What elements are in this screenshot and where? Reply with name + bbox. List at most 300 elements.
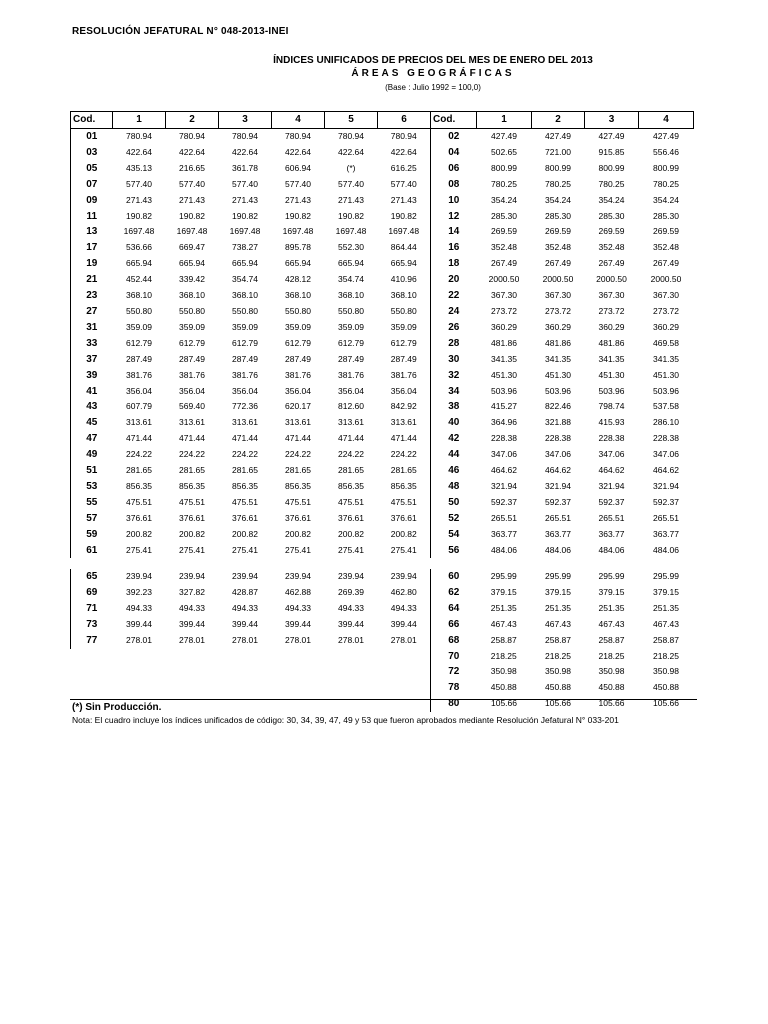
- code-cell: 70: [431, 649, 477, 665]
- index-cell: 350.98: [598, 666, 625, 677]
- index-cell: 105.66: [653, 698, 679, 709]
- index-cell: 354.74: [232, 274, 258, 285]
- index-cell: [272, 649, 325, 665]
- table-row: [71, 633, 694, 649]
- index-cell: [378, 680, 431, 696]
- index-cell: 494.33: [232, 602, 258, 613]
- index-cell: 379.15: [545, 586, 571, 597]
- code-cell: 31: [71, 320, 113, 336]
- table-row: [71, 145, 694, 161]
- index-cell: 481.86: [491, 337, 517, 348]
- index-cell: 665.94: [179, 258, 205, 269]
- index-table-bottom: [70, 569, 694, 712]
- index-cell: 275.41: [126, 544, 152, 555]
- index-cell: 800.99: [491, 162, 517, 173]
- table-row: [71, 320, 694, 336]
- index-cell: 665.94: [126, 258, 152, 269]
- index-cell: 271.43: [126, 194, 152, 205]
- index-cell: 812.60: [338, 401, 364, 412]
- index-cell: 239.94: [126, 571, 152, 581]
- index-cell: 359.09: [285, 321, 311, 332]
- index-cell: 503.96: [491, 385, 517, 396]
- index-cell: 2000.50: [596, 274, 627, 285]
- table-row: [71, 415, 694, 431]
- code-cell: 52: [431, 511, 477, 527]
- column-header: 5: [325, 112, 378, 129]
- index-cell: [113, 664, 166, 680]
- index-cell: 475.51: [179, 496, 205, 507]
- index-cell: 363.77: [598, 528, 625, 539]
- index-cell: 864.44: [390, 242, 417, 253]
- code-cell: 66: [431, 617, 477, 633]
- index-cell: 772.36: [232, 401, 258, 412]
- index-cell: 381.76: [390, 369, 417, 380]
- index-cell: 363.77: [653, 528, 679, 539]
- index-cell: 1697.48: [229, 226, 261, 237]
- index-cell: 228.38: [491, 433, 517, 444]
- index-cell: 475.51: [285, 496, 311, 507]
- code-cell: 26: [431, 320, 477, 336]
- index-cell: [219, 664, 272, 680]
- index-cell: 239.94: [338, 571, 364, 581]
- index-cell: 258.87: [598, 634, 625, 645]
- table-row: [71, 304, 694, 320]
- index-cell: 399.44: [338, 618, 364, 629]
- code-cell: 24: [431, 304, 477, 320]
- index-cell: 612.79: [285, 337, 311, 348]
- index-cell: 494.33: [126, 602, 152, 613]
- index-cell: 428.12: [285, 274, 311, 285]
- index-cell: 363.77: [491, 528, 517, 539]
- index-cell: 665.94: [232, 258, 258, 269]
- table-row: [71, 543, 694, 559]
- index-cell: 359.09: [338, 321, 364, 332]
- index-cell: 592.37: [491, 496, 517, 507]
- index-cell: 1697.48: [388, 226, 420, 237]
- index-cell: 1697.48: [176, 226, 208, 237]
- code-cell: 51: [71, 463, 113, 479]
- index-cell: 467.43: [490, 618, 517, 629]
- index-cell: 450.88: [653, 682, 679, 693]
- code-cell: 27: [71, 304, 113, 320]
- table-row: [71, 384, 694, 400]
- index-cell: 856.35: [338, 480, 364, 491]
- index-cell: 435.13: [126, 162, 152, 173]
- index-cell: 665.94: [338, 258, 364, 269]
- index-cell: 577.40: [285, 178, 311, 189]
- index-cell: 452.44: [126, 274, 152, 285]
- code-cell: 22: [431, 288, 477, 304]
- index-cell: [272, 664, 325, 680]
- index-cell: [113, 649, 166, 665]
- index-cell: 842.92: [390, 401, 417, 412]
- code-cell: 14: [431, 224, 477, 240]
- index-cell: 360.29: [545, 321, 571, 332]
- table-row: [71, 272, 694, 288]
- index-cell: 278.01: [179, 634, 205, 645]
- table-row: [71, 617, 694, 633]
- table-row: [71, 209, 694, 225]
- index-cell: 399.44: [179, 618, 205, 629]
- index-cell: 287.49: [126, 353, 152, 364]
- index-cell: 239.94: [179, 571, 205, 581]
- index-cell: 265.51: [653, 512, 679, 523]
- index-cell: 321.94: [653, 480, 679, 491]
- index-cell: 475.51: [126, 496, 152, 507]
- index-cell: 367.30: [653, 290, 679, 301]
- index-cell: 363.77: [545, 528, 571, 539]
- code-cell: 46: [431, 463, 477, 479]
- index-cell: 484.06: [545, 544, 571, 555]
- index-cell: 218.25: [653, 650, 679, 661]
- index-cell: 494.33: [285, 602, 311, 613]
- index-cell: 379.15: [490, 586, 517, 597]
- index-cell: 359.09: [232, 321, 258, 332]
- page-subtitle: ÁREAS GEOGRÁFICAS: [351, 68, 515, 79]
- index-cell: 228.38: [598, 433, 625, 444]
- index-cell: 278.01: [285, 634, 311, 645]
- code-cell: 20: [431, 272, 477, 288]
- code-cell: 62: [431, 585, 477, 601]
- index-cell: 356.04: [338, 385, 364, 396]
- index-cell: 399.44: [390, 618, 417, 629]
- code-cell: 80: [431, 696, 477, 712]
- index-cell: 471.44: [179, 433, 205, 444]
- index-cell: 364.96: [491, 417, 517, 428]
- index-cell: 915.85: [598, 146, 625, 157]
- index-cell: 503.96: [653, 385, 679, 396]
- index-cell: 612.79: [338, 337, 364, 348]
- index-cell: 218.25: [598, 650, 625, 661]
- index-cell: 427.49: [598, 131, 625, 141]
- index-cell: 577.40: [338, 178, 364, 189]
- index-cell: 267.49: [545, 258, 571, 269]
- index-cell: 354.24: [598, 194, 625, 205]
- index-cell: 251.35: [490, 602, 517, 613]
- index-cell: 428.87: [232, 586, 258, 597]
- index-cell: 484.06: [491, 544, 517, 555]
- index-cell: 484.06: [653, 544, 679, 555]
- index-cell: 341.35: [545, 353, 571, 364]
- index-cell: 1697.48: [123, 226, 155, 237]
- index-cell: 190.82: [285, 210, 311, 221]
- index-cell: 321.94: [598, 480, 625, 491]
- code-cell: 41: [71, 384, 113, 400]
- index-cell: 341.35: [653, 353, 679, 364]
- column-header: Cod.: [71, 112, 113, 129]
- code-cell: 50: [431, 495, 477, 511]
- index-cell: 467.43: [598, 618, 625, 629]
- base-note: (Base : Julio 1992 = 100,0): [385, 83, 481, 92]
- index-cell: 190.82: [179, 210, 205, 221]
- index-cell: 224.22: [126, 449, 152, 460]
- index-cell: 780.25: [653, 178, 679, 189]
- index-cell: 313.61: [285, 417, 311, 428]
- index-cell: [219, 680, 272, 696]
- index-cell: 224.22: [179, 449, 205, 460]
- code-cell: 03: [71, 145, 113, 161]
- index-cell: 105.66: [598, 698, 625, 709]
- index-cell: 367.30: [491, 290, 517, 301]
- index-cell: 286.10: [653, 417, 679, 428]
- code-cell: 08: [431, 177, 477, 193]
- table-row: [71, 585, 694, 601]
- index-cell: 856.35: [285, 480, 311, 491]
- index-cell: 780.94: [232, 131, 258, 141]
- table-row: [71, 664, 694, 680]
- table-row: [71, 161, 694, 177]
- index-cell: 569.40: [179, 401, 205, 412]
- code-cell: 65: [71, 569, 113, 585]
- footnote: Nota: El cuadro incluye los índices unificados de código: 30, 34, 39, 47, 49 y 53 que fueron aprobados mediante Resolución Jefatural N° 033-201: [72, 715, 619, 725]
- index-cell: 295.99: [653, 571, 679, 581]
- index-cell: 368.10: [285, 290, 311, 301]
- index-cell: 269.59: [598, 226, 625, 237]
- index-cell: 376.61: [126, 512, 152, 523]
- index-cell: 475.51: [232, 496, 258, 507]
- index-cell: 224.22: [232, 449, 258, 460]
- index-cell: 273.72: [598, 305, 625, 316]
- index-cell: 537.58: [653, 401, 679, 412]
- index-cell: 271.43: [232, 194, 258, 205]
- index-cell: 502.65: [491, 146, 517, 157]
- index-cell: 616.25: [390, 162, 417, 173]
- code-cell: 45: [71, 415, 113, 431]
- index-cell: 577.40: [126, 178, 152, 189]
- index-cell: 422.64: [179, 146, 205, 157]
- index-cell: 200.82: [126, 528, 152, 539]
- index-cell: 265.51: [545, 512, 571, 523]
- index-cell: 269.59: [653, 226, 679, 237]
- index-cell: 281.65: [126, 465, 152, 476]
- index-cell: 464.62: [598, 465, 625, 476]
- index-cell: 494.33: [390, 602, 417, 613]
- index-cell: 2000.50: [650, 274, 682, 285]
- index-cell: 592.37: [653, 496, 679, 507]
- code-cell: [71, 664, 113, 680]
- index-cell: 190.82: [126, 210, 152, 221]
- index-table-top: [70, 111, 694, 558]
- no-production-note: (*) Sin Producción.: [72, 702, 162, 713]
- index-cell: [113, 680, 166, 696]
- index-cell: 462.88: [285, 586, 311, 597]
- index-cell: 484.06: [598, 544, 625, 555]
- index-cell: 267.49: [598, 258, 625, 269]
- index-cell: 251.35: [545, 602, 571, 613]
- index-cell: 200.82: [390, 528, 417, 539]
- index-cell: 239.94: [285, 571, 311, 581]
- index-cell: 271.43: [390, 194, 417, 205]
- index-cell: 313.61: [179, 417, 205, 428]
- index-cell: 258.87: [653, 634, 679, 645]
- table-row: [71, 288, 694, 304]
- index-cell: 287.49: [179, 353, 205, 364]
- index-cell: 275.41: [232, 544, 258, 555]
- index-cell: 285.30: [491, 210, 517, 221]
- index-cell: 550.80: [232, 305, 258, 316]
- index-cell: 359.09: [179, 321, 205, 332]
- index-cell: 856.35: [126, 480, 152, 491]
- index-cell: 281.65: [390, 465, 417, 476]
- index-cell: 780.94: [126, 131, 152, 141]
- index-cell: 354.24: [653, 194, 679, 205]
- index-cell: [272, 680, 325, 696]
- index-cell: 273.72: [545, 305, 571, 316]
- table-row: [71, 177, 694, 193]
- code-cell: 02: [431, 129, 477, 145]
- index-cell: 271.43: [285, 194, 311, 205]
- index-cell: [166, 664, 219, 680]
- index-cell: 105.66: [545, 698, 571, 709]
- index-cell: 2000.50: [488, 274, 520, 285]
- index-cell: 275.41: [285, 544, 311, 555]
- index-cell: 620.17: [285, 401, 311, 412]
- index-cell: 550.80: [338, 305, 364, 316]
- index-cell: 422.64: [390, 146, 417, 157]
- index-cell: 354.74: [338, 274, 364, 285]
- index-cell: 368.10: [179, 290, 205, 301]
- code-cell: 49: [71, 447, 113, 463]
- code-cell: 60: [431, 569, 477, 585]
- index-cell: 577.40: [232, 178, 258, 189]
- index-cell: 352.48: [598, 242, 625, 253]
- code-cell: 44: [431, 447, 477, 463]
- index-cell: 275.41: [179, 544, 205, 555]
- code-cell: 19: [71, 256, 113, 272]
- index-cell: 350.98: [490, 666, 517, 677]
- index-cell: 200.82: [285, 528, 311, 539]
- index-cell: 856.35: [232, 480, 258, 491]
- index-cell: 450.88: [598, 682, 625, 693]
- index-cell: 190.82: [338, 210, 364, 221]
- table-row: [71, 336, 694, 352]
- index-cell: 275.41: [338, 544, 364, 555]
- code-cell: 30: [431, 352, 477, 368]
- index-cell: 475.51: [390, 496, 417, 507]
- index-cell: 273.72: [653, 305, 679, 316]
- index-cell: 780.94: [390, 131, 417, 141]
- index-cell: 356.04: [126, 385, 152, 396]
- index-cell: 415.27: [491, 401, 517, 412]
- index-cell: 190.82: [390, 210, 417, 221]
- index-cell: 577.40: [179, 178, 205, 189]
- index-cell: 780.94: [338, 131, 364, 141]
- index-cell: 467.43: [545, 618, 571, 629]
- code-cell: 53: [71, 479, 113, 495]
- index-cell: 361.78: [232, 162, 258, 173]
- index-cell: 451.30: [545, 369, 571, 380]
- index-cell: 381.76: [232, 369, 258, 380]
- index-cell: 422.64: [338, 146, 364, 157]
- code-cell: 48: [431, 479, 477, 495]
- table-row: [71, 479, 694, 495]
- index-cell: 503.96: [545, 385, 571, 396]
- index-cell: 269.39: [338, 586, 364, 597]
- index-cell: 313.61: [390, 417, 417, 428]
- index-cell: 376.61: [285, 512, 311, 523]
- index-cell: 350.98: [653, 666, 679, 677]
- index-cell: 285.30: [653, 210, 679, 221]
- index-cell: 352.48: [545, 242, 571, 253]
- code-cell: 11: [71, 209, 113, 225]
- table-row: [71, 431, 694, 447]
- index-cell: 224.22: [338, 449, 364, 460]
- code-cell: 77: [71, 633, 113, 649]
- index-cell: 352.48: [491, 242, 517, 253]
- index-cell: 552.30: [338, 242, 364, 253]
- index-cell: 360.29: [598, 321, 625, 332]
- code-cell: 61: [71, 543, 113, 559]
- index-cell: 503.96: [598, 385, 625, 396]
- index-cell: [325, 664, 378, 680]
- index-cell: 321.88: [545, 417, 571, 428]
- index-cell: 359.09: [126, 321, 152, 332]
- index-cell: 592.37: [598, 496, 625, 507]
- table-row: [71, 368, 694, 384]
- code-cell: 78: [431, 680, 477, 696]
- index-cell: 347.06: [491, 449, 517, 460]
- index-cell: 376.61: [179, 512, 205, 523]
- table-header-row: [71, 112, 694, 129]
- code-cell: 16: [431, 240, 477, 256]
- index-cell: 352.48: [653, 242, 679, 253]
- index-cell: 612.79: [390, 337, 417, 348]
- code-cell: 38: [431, 399, 477, 415]
- index-cell: 462.80: [390, 586, 417, 597]
- index-cell: 218.25: [490, 650, 517, 661]
- code-cell: 37: [71, 352, 113, 368]
- code-cell: 64: [431, 601, 477, 617]
- index-cell: 451.30: [598, 369, 625, 380]
- index-cell: 287.49: [285, 353, 311, 364]
- index-cell: 606.94: [285, 162, 311, 173]
- index-cell: [219, 649, 272, 665]
- index-cell: 265.51: [491, 512, 517, 523]
- index-cell: 612.79: [232, 337, 258, 348]
- index-cell: 356.04: [232, 385, 258, 396]
- index-cell: 381.76: [338, 369, 364, 380]
- index-cell: 354.24: [491, 194, 517, 205]
- table-row: [71, 129, 694, 145]
- code-cell: 06: [431, 161, 477, 177]
- code-cell: 43: [71, 399, 113, 415]
- index-cell: 350.98: [545, 666, 571, 677]
- index-cell: 467.43: [653, 618, 679, 629]
- index-cell: 368.10: [232, 290, 258, 301]
- index-cell: 273.72: [491, 305, 517, 316]
- table-row: [71, 569, 694, 585]
- index-cell: 281.65: [285, 465, 311, 476]
- index-cell: 780.25: [491, 178, 517, 189]
- index-cell: 738.27: [232, 242, 258, 253]
- code-cell: 57: [71, 511, 113, 527]
- index-cell: 359.09: [390, 321, 417, 332]
- index-cell: 471.44: [126, 433, 152, 444]
- index-cell: 392.23: [126, 586, 152, 597]
- index-cell: 295.99: [598, 571, 625, 581]
- index-cell: 381.76: [126, 369, 152, 380]
- table-row: [71, 240, 694, 256]
- index-cell: 239.94: [232, 571, 258, 581]
- code-cell: 17: [71, 240, 113, 256]
- index-cell: 577.40: [390, 178, 417, 189]
- index-cell: 224.22: [390, 449, 417, 460]
- index-cell: 341.35: [491, 353, 517, 364]
- index-cell: 258.87: [545, 634, 571, 645]
- index-cell: 278.01: [390, 634, 417, 645]
- index-cell: 379.15: [653, 586, 679, 597]
- index-cell: 469.58: [653, 337, 679, 348]
